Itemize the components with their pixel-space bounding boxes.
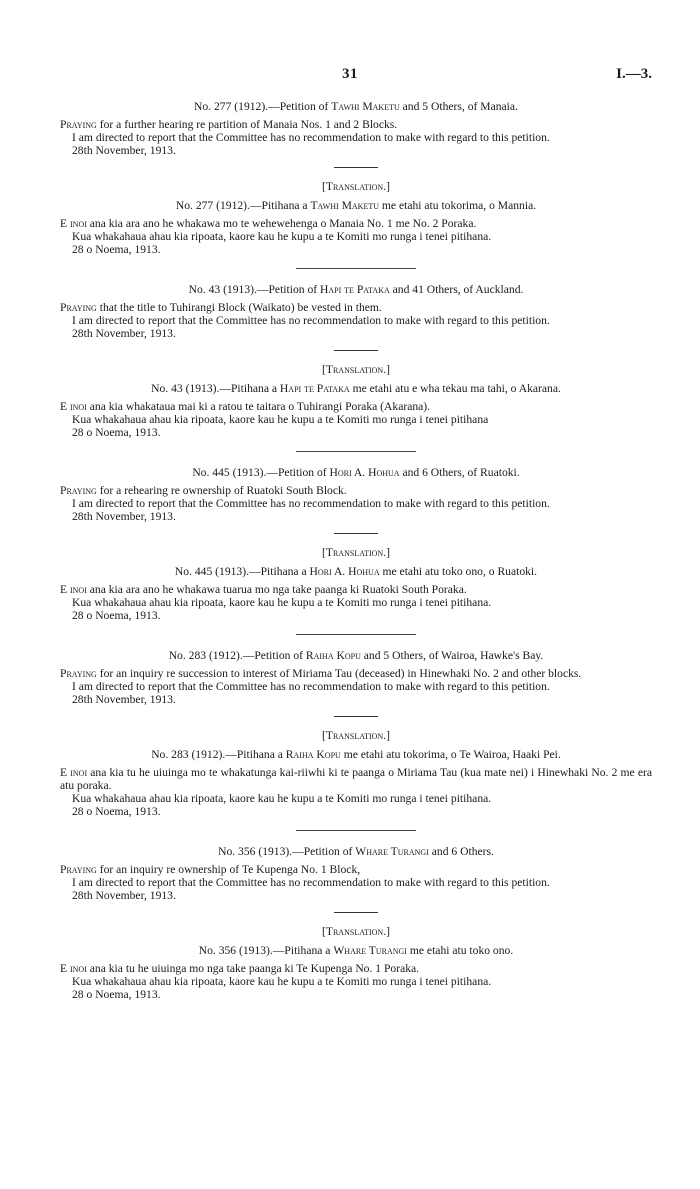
translation-date: 28 o Noema, 1913. xyxy=(72,609,161,622)
petitioner-name: Raiha Kopu xyxy=(285,748,341,761)
section-rule xyxy=(296,268,416,269)
petition-english xyxy=(60,100,652,157)
divider-rule xyxy=(334,533,378,534)
translation-heading: No. 43 (1913).—Pitihana a Hapi te Pataka me etahi atu e wha tekau ma tahi, o Akarana. xyxy=(151,382,561,395)
translation-report: Kua whakahaua ahau kia ripoata, kaore kau he kupu a te Komiti mo runga i tenei pitihana. xyxy=(72,230,492,243)
translation-date: 28 o Noema, 1913. xyxy=(72,988,161,1001)
petitioner-name: Tawhi Maketu xyxy=(310,199,379,212)
praying-paragraph: Praying for an inquiry re ownership of Te Kupenga No. 1 Block, xyxy=(60,863,361,876)
inoi-paragraph: E inoi ana kia whakataua mai ki a ratou te taitara o Tuhirangi Poraka (Akarana). xyxy=(60,400,431,413)
divider-rule xyxy=(334,167,378,168)
translation-heading: No. 283 (1912).—Pitihana a Raiha Kopu me etahi atu tokorima, o Te Wairoa, Haaki Pei. xyxy=(151,748,561,761)
inoi-paragraph: E inoi ana kia tu he uiuinga mo nga take paanga ki Te Kupenga No. 1 Poraka. xyxy=(60,962,420,975)
petition-translation xyxy=(60,546,652,622)
report-date: 28th November, 1913. xyxy=(72,693,176,706)
petition-translation xyxy=(60,363,652,439)
translation-label: [Translation.] xyxy=(322,925,390,938)
translation-date: 28 o Noema, 1913. xyxy=(72,805,161,818)
petitioner-name: Whare Turangi xyxy=(333,944,407,957)
petition-english xyxy=(60,466,652,523)
translation-label: [Translation.] xyxy=(322,546,390,559)
petition-heading: No. 43 (1913).—Petition of Hapi te Pataka and 41 Others, of Auckland. xyxy=(188,283,524,296)
translation-report: Kua whakahaua ahau kia ripoata, kaore kau he kupu a te Komiti mo runga i tenei pitihana. xyxy=(72,792,492,805)
page-number: 31 xyxy=(342,66,358,82)
petitioner-name: Whare Turangi xyxy=(355,845,429,858)
document-reference: I.—3. xyxy=(616,66,652,82)
petition-english xyxy=(60,649,652,706)
inoi-paragraph: E inoi ana kia ara ano he whakawa tuarua mo nga take paanga ki Ruatoki South Poraka. xyxy=(60,583,467,596)
translation-heading: No. 277 (1912).—Pitihana a Tawhi Maketu me etahi atu tokorima, o Mannia. xyxy=(175,199,537,212)
report-paragraph: I am directed to report that the Committee has no recommendation to make with regard to this petition. xyxy=(72,876,550,889)
petitioner-name: Hapi te Pataka xyxy=(320,283,390,296)
report-date: 28th November, 1913. xyxy=(72,889,176,902)
petition-translation xyxy=(60,925,652,1001)
petitioner-name: Tawhi Maketu xyxy=(331,100,400,113)
petitioner-name: Hori A. Hohua xyxy=(329,466,400,479)
report-date: 28th November, 1913. xyxy=(72,144,176,157)
praying-paragraph: Praying for a further hearing re partition of Manaia Nos. 1 and 2 Blocks. xyxy=(60,118,398,131)
petition-english xyxy=(60,283,652,340)
translation-date: 28 o Noema, 1913. xyxy=(72,243,161,256)
petitions-list xyxy=(60,100,652,1001)
translation-label: [Translation.] xyxy=(322,180,390,193)
petition-heading: No. 445 (1913).—Petition of Hori A. Hohua and 6 Others, of Ruatoki. xyxy=(192,466,520,479)
translation-heading: No. 356 (1913).—Pitihana a Whare Turangi me etahi atu toko ono. xyxy=(198,944,514,957)
section-rule xyxy=(296,634,416,635)
report-paragraph: I am directed to report that the Committee has no recommendation to make with regard to this petition. xyxy=(72,680,550,693)
inoi-paragraph: E inoi ana kia tu he uiuinga mo te whakatunga kai-riiwhi ki te paanga o Miriama Tau (kua mate nei) i Hinewhaki No. 2 me era atu poraka. xyxy=(60,766,652,792)
translation-report: Kua whakahaua ahau kia ripoata, kaore kau he kupu a te Komiti mo runga i tenei pitihana. xyxy=(72,975,492,988)
translation-report: Kua whakahaua ahau kia ripoata, kaore kau he kupu a te Komiti mo runga i tenei pitihana xyxy=(72,413,489,426)
page-header xyxy=(0,66,700,86)
report-date: 28th November, 1913. xyxy=(72,510,176,523)
petitioner-name: Raiha Kopu xyxy=(305,649,361,662)
report-date: 28th November, 1913. xyxy=(72,327,176,340)
section-rule xyxy=(296,451,416,452)
petition-english xyxy=(60,845,652,902)
inoi-paragraph: E inoi ana kia ara ano he whakawa mo te wehewehenga o Manaia No. 1 me No. 2 Poraka. xyxy=(60,217,477,230)
petition-heading: No. 356 (1913).—Petition of Whare Turangi and 6 Others. xyxy=(218,845,494,858)
petitioner-name: Hori A. Hohua xyxy=(309,565,380,578)
divider-rule xyxy=(334,912,378,913)
praying-paragraph: Praying for a rehearing re ownership of Ruatoki South Block. xyxy=(60,484,347,497)
praying-paragraph: Praying that the title to Tuhirangi Block (Waikato) be vested in them. xyxy=(60,301,382,314)
translation-heading: No. 445 (1913).—Pitihana a Hori A. Hohua me etahi atu toko ono, o Ruatoki. xyxy=(174,565,538,578)
report-paragraph: I am directed to report that the Committee has no recommendation to make with regard to this petition. xyxy=(72,497,550,510)
petition-translation xyxy=(60,729,652,818)
translation-report: Kua whakahaua ahau kia ripoata, kaore kau he kupu a te Komiti mo runga i tenei pitihana. xyxy=(72,596,492,609)
report-paragraph: I am directed to report that the Committee has no recommendation to make with regard to this petition. xyxy=(72,131,550,144)
divider-rule xyxy=(334,716,378,717)
report-paragraph: I am directed to report that the Committee has no recommendation to make with regard to this petition. xyxy=(72,314,550,327)
translation-date: 28 o Noema, 1913. xyxy=(72,426,161,439)
petition-heading: No. 277 (1912).—Petition of Tawhi Maketu and 5 Others, of Manaia. xyxy=(194,100,518,113)
petitioner-name: Hapi te Pataka xyxy=(279,382,350,395)
section-rule xyxy=(296,830,416,831)
translation-label: [Translation.] xyxy=(322,363,390,376)
divider-rule xyxy=(334,350,378,351)
petition-heading: No. 283 (1912).—Petition of Raiha Kopu and 5 Others, of Wairoa, Hawke's Bay. xyxy=(168,649,544,662)
petition-translation xyxy=(60,180,652,256)
praying-paragraph: Praying for an inquiry re succession to interest of Miriama Tau (deceased) in Hinewhaki No. 2 and other blocks. xyxy=(60,667,582,680)
translation-label: [Translation.] xyxy=(322,729,390,742)
